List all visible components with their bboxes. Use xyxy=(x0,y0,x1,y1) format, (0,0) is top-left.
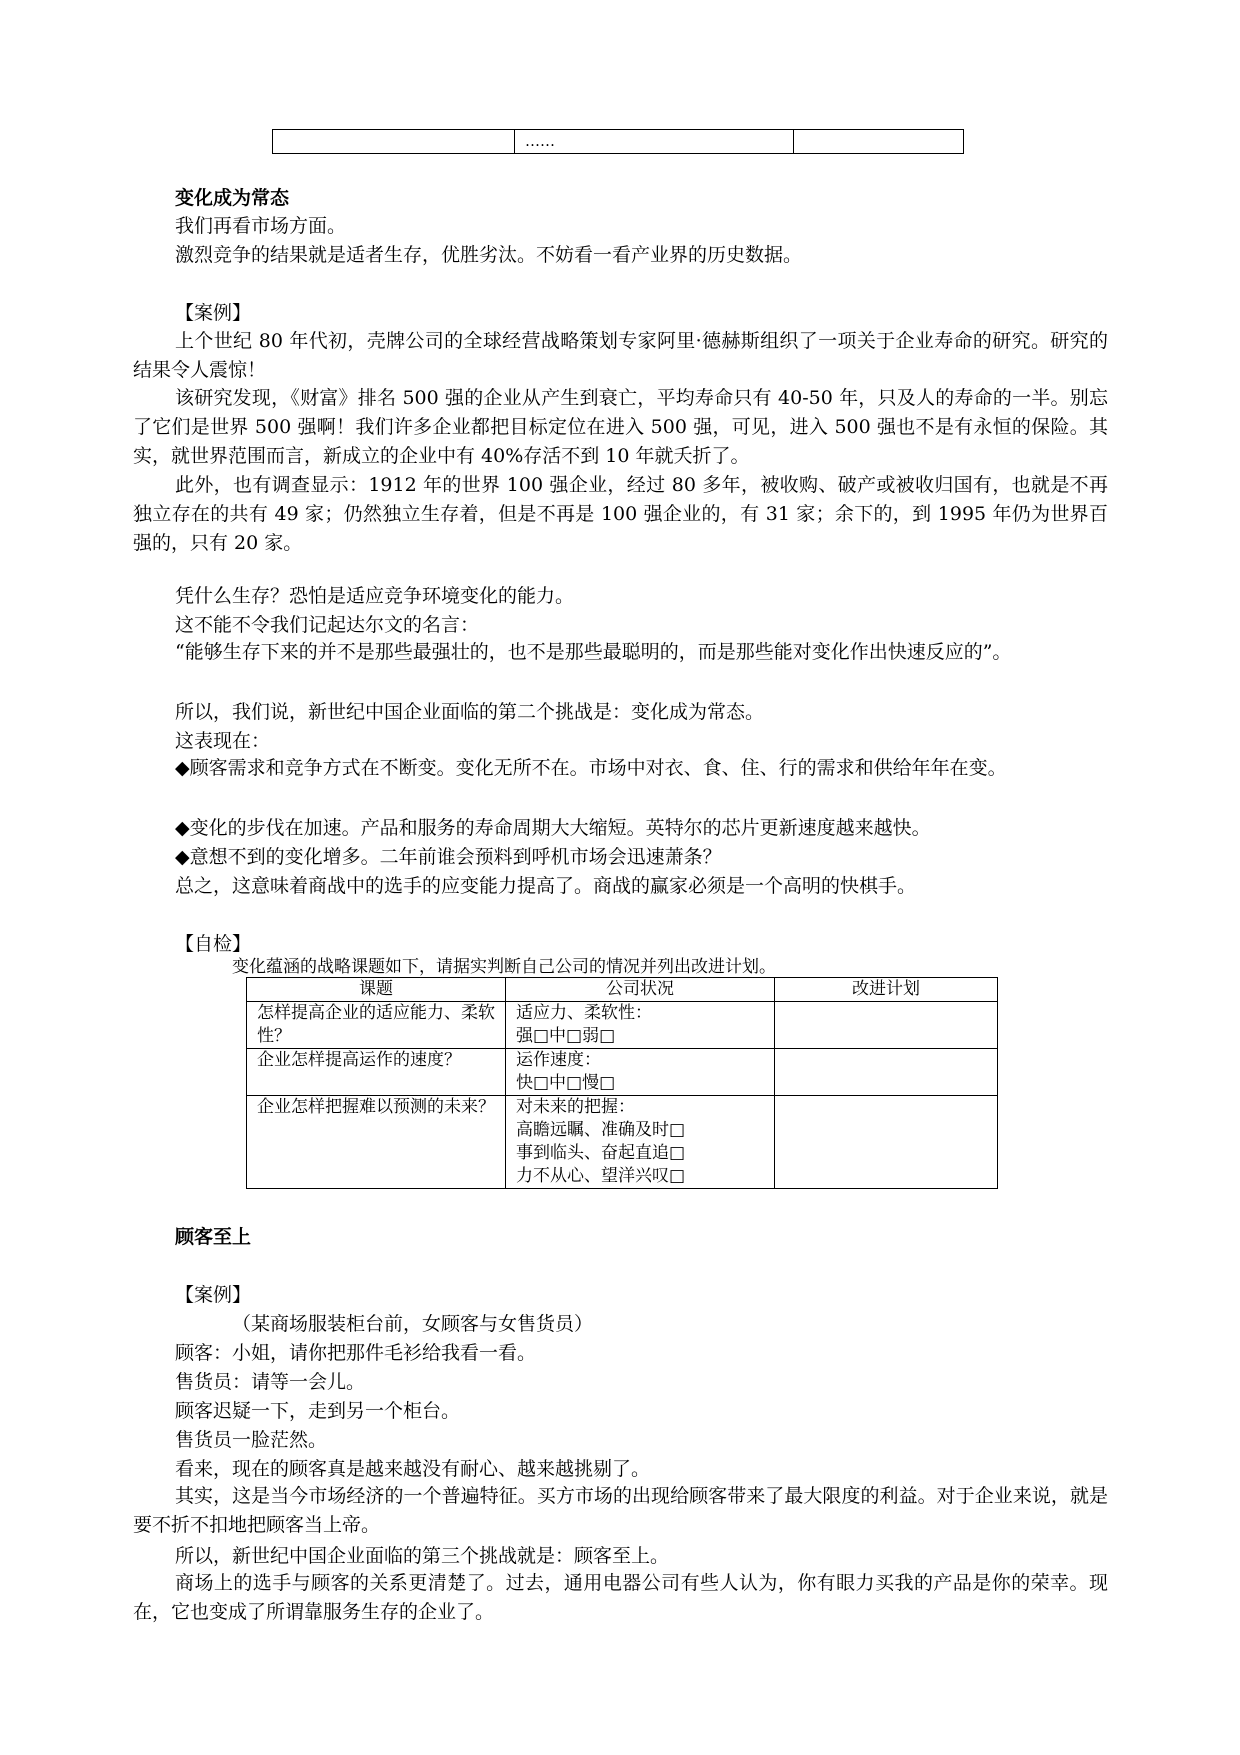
status-line: 运作速度： xyxy=(516,1050,601,1070)
paragraph: 这不能不令我们记起达尔文的名言： xyxy=(175,614,480,636)
section-heading: 变化成为常态 xyxy=(175,187,290,209)
table-cell xyxy=(506,1002,775,1049)
top-table-cell: …… xyxy=(515,130,794,154)
table-row xyxy=(247,1049,998,1096)
quote: “能够生存下来的并不是那些最强壮的，也不是那些最聪明的，而是那些能对变化作出快速反应的”。 xyxy=(175,641,1012,663)
paragraph: 商场上的选手与顾客的关系更清楚了。过去，通用电器公司有些人认为，你有眼力买我的产品是你的荣幸。现在，它也变成了所谓靠服务生存的企业了。 xyxy=(133,1572,1108,1623)
table-cell xyxy=(775,1049,998,1096)
case-label: 【案例】 xyxy=(175,1284,252,1306)
table-row xyxy=(247,1002,998,1049)
section-heading: 顾客至上 xyxy=(175,1226,252,1248)
status-line: 事到临头、奋起直追□ xyxy=(516,1143,686,1163)
table-header-cell: 课题 xyxy=(247,978,506,1002)
dialogue-line: 售货员一脸茫然。 xyxy=(175,1429,328,1451)
top-table-cell xyxy=(273,130,515,154)
bullet-item: ◆顾客需求和竞争方式在不断变。变化无所不在。市场中对衣、食、住、行的需求和供给年年在变。 xyxy=(175,757,1007,779)
table-cell xyxy=(506,1096,775,1189)
dialogue-line: 顾客迟疑一下，走到另一个柜台。 xyxy=(175,1400,461,1422)
paragraph: 凭什么生存？恐怕是适应竞争环境变化的能力。 xyxy=(175,585,575,607)
bullet-item: ◆意想不到的变化增多。二年前谁会预料到呼机市场会迅速萧条？ xyxy=(175,846,722,868)
status-line: 对未来的把握： xyxy=(516,1097,635,1117)
selfcheck-table xyxy=(246,977,998,1189)
scene-description: （某商场服装柜台前，女顾客与女售货员） xyxy=(232,1313,594,1335)
table-cell xyxy=(506,1049,775,1096)
paragraph: 其实，这是当今市场经济的一个普遍特征。买方市场的出现给顾客带来了最大限度的利益。对于企业来说，就是要不折不扣地把顾客当上帝。 xyxy=(133,1485,1108,1536)
paragraph: 这表现在： xyxy=(175,730,271,752)
paragraph: 总之，这意味着商战中的选手的应变能力提高了。商战的赢家必须是一个高明的快棋手。 xyxy=(175,875,917,897)
paragraph: 看来，现在的顾客真是越来越没有耐心、越来越挑剔了。 xyxy=(175,1458,651,1480)
paragraph: 所以，我们说，新世纪中国企业面临的第二个挑战是：变化成为常态。 xyxy=(175,701,765,723)
case-label: 【案例】 xyxy=(175,302,252,324)
top-table-cell xyxy=(794,130,964,154)
paragraph: 该研究发现，《财富》排名 500 强的企业从产生到衰亡，平均寿命只有 40-50 年，只及人的寿命的一半。别忘了它们是世界 500 强啊！我们许多企业都把目标定位在进入 500 强，可见，进入 500 强也不是有永恒的保险。其实，就世界范围而言，新成立的企业中有 40%存活不到 10 年就夭折了。 xyxy=(133,387,1108,467)
selfcheck-label: 【自检】 xyxy=(175,933,252,955)
table-cell xyxy=(775,1096,998,1189)
table-cell: 怎样提高企业的适应能力、柔软性？ xyxy=(247,1002,506,1049)
table-cell: 企业怎样把握难以预测的未来？ xyxy=(247,1096,506,1189)
table-cell xyxy=(775,1002,998,1049)
status-line: 快□中□慢□ xyxy=(516,1073,616,1093)
top-table xyxy=(272,129,964,154)
paragraph: 我们再看市场方面。 xyxy=(175,215,347,237)
status-line: 高瞻远瞩、准确及时□ xyxy=(516,1120,686,1140)
bullet-item: ◆变化的步伐在加速。产品和服务的寿命周期大大缩短。英特尔的芯片更新速度越来越快。 xyxy=(175,817,931,839)
table-cell: 企业怎样提高运作的速度？ xyxy=(247,1049,506,1096)
paragraph: 上个世纪 80 年代初，壳牌公司的全球经营战略策划专家阿里·德赫斯组织了一项关于企业寿命的研究。研究的结果令人震惊！ xyxy=(133,330,1108,381)
status-line: 强□中□弱□ xyxy=(516,1026,616,1046)
table-header-cell: 改进计划 xyxy=(775,978,998,1002)
dialogue-line: 售货员：请等一会儿。 xyxy=(175,1371,366,1393)
dialogue-line: 顾客：小姐，请你把那件毛衫给我看一看。 xyxy=(175,1342,537,1364)
table-row xyxy=(247,1096,998,1189)
selfcheck-intro: 变化蕴涵的战略课题如下，请据实判断自己公司的情况并列出改进计划。 xyxy=(232,957,776,977)
status-line: 适应力、柔软性： xyxy=(516,1003,652,1023)
table-header-cell: 公司状况 xyxy=(506,978,775,1002)
paragraph: 此外，也有调查显示：1912 年的世界 100 强企业，经过 80 多年，被收购、破产或被收归国有，也就是不再独立存在的共有 49 家；仍然独立生存着，但是不再是 100 强企业的，有 31 家；余下的，到 1995 年仍为世界百强的，只有 20 家。 xyxy=(133,474,1108,554)
status-line: 力不从心、望洋兴叹□ xyxy=(516,1166,686,1186)
paragraph: 激烈竞争的结果就是适者生存，优胜劣汰。不妨看一看产业界的历史数据。 xyxy=(175,244,803,266)
paragraph: 所以，新世纪中国企业面临的第三个挑战就是：顾客至上。 xyxy=(175,1545,670,1567)
table-header-row xyxy=(247,978,998,1002)
